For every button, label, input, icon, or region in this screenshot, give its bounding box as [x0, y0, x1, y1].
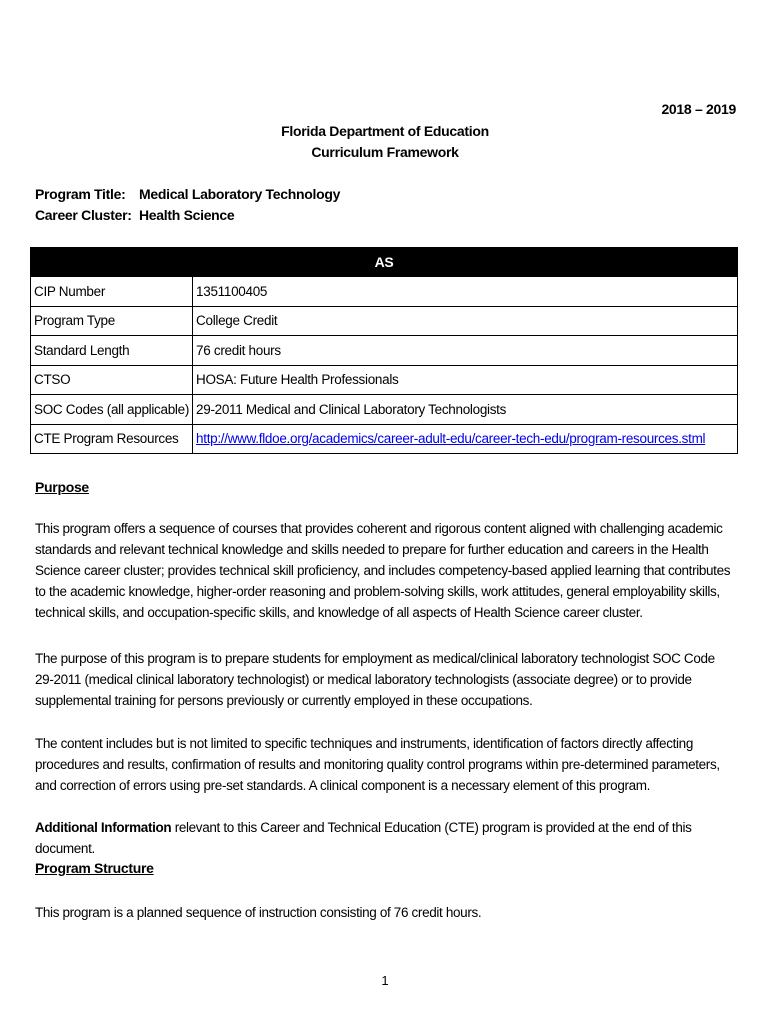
program-type-label: Program Type — [31, 306, 193, 336]
program-title-value: Medical Laboratory Technology — [139, 186, 341, 202]
table-header-row — [31, 248, 738, 277]
purpose-paragraph-2: The purpose of this program is to prepare students for employment as medical/clinical laboratory technologist SOC Code 29-2011 (medical clinical laboratory technologist) or medical laboratory technologists (associate degree) or to provide supplemental training for persons previously or currently employed in these occupations. — [35, 651, 715, 708]
standard-length-label: Standard Length — [31, 336, 193, 366]
purpose-paragraph-1: This program offers a sequence of courses that provides coherent and rigorous content aligned with challenging academic standards and relevant technical knowledge and skills needed to prepare for further education and careers in the Health Science career cluster; provides technical skill proficiency, and includes competency-based applied learning that contributes to the academic knowledge, higher-order reasoning and problem-solving skills, work attitudes, general employability skills, technical skills, and occupation-specific skills, and knowledge of all aspects of Health Science career cluster. — [35, 521, 731, 620]
cip-number-value: 1351100405 — [193, 277, 738, 307]
program-title-row — [35, 186, 340, 202]
document-type-title: Curriculum Framework — [311, 144, 459, 160]
purpose-heading: Purpose — [35, 479, 89, 495]
standard-length-value: 76 credit hours — [193, 336, 738, 366]
program-structure-paragraph: This program is a planned sequence of instruction consisting of 76 credit hours. — [35, 905, 482, 920]
program-type-value: College Credit — [193, 306, 738, 336]
program-info-table — [30, 247, 738, 454]
purpose-paragraph-3: The content includes but is not limited to specific techniques and instruments, identification of factors directly affecting procedures and results, confirmation of results and monitoring quality control programs within pre-determined parameters, and correction of errors using pre-set standards. A clinical component is a necessary element of this program. — [35, 736, 720, 793]
career-cluster-value: Health Science — [139, 207, 235, 223]
additional-info-label: Additional Information — [35, 820, 172, 835]
table-column-header: AS — [31, 248, 738, 277]
ctso-value: HOSA: Future Health Professionals — [193, 365, 738, 395]
program-title-label: Program Title: — [35, 186, 126, 202]
program-structure-heading: Program Structure — [35, 860, 154, 876]
table-row — [31, 365, 738, 395]
table-row — [31, 336, 738, 366]
ctso-label: CTSO — [31, 365, 193, 395]
soc-codes-label: SOC Codes (all applicable) — [31, 395, 193, 425]
table-row — [31, 306, 738, 336]
school-year: 2018 – 2019 — [661, 101, 736, 117]
cte-resources-link[interactable]: http://www.fldoe.org/academics/career-adult-edu/career-tech-edu/program-resources.stml — [196, 431, 706, 447]
career-cluster-label: Career Cluster: — [35, 207, 132, 223]
agency-title: Florida Department of Education — [281, 123, 489, 139]
career-cluster-row — [35, 207, 234, 223]
page-number: 1 — [381, 973, 389, 988]
cte-resources-cell — [193, 424, 738, 454]
table-row — [31, 277, 738, 307]
soc-codes-value: 29-2011 Medical and Clinical Laboratory Technologists — [193, 395, 738, 425]
additional-info-text: relevant to this Career and Technical Education (CTE) program is provided at the end of this document. — [35, 820, 692, 856]
additional-info-paragraph — [35, 817, 735, 859]
cte-resources-label: CTE Program Resources — [31, 424, 193, 454]
table-row — [31, 395, 738, 425]
cip-number-label: CIP Number — [31, 277, 193, 307]
table-row — [31, 424, 738, 454]
